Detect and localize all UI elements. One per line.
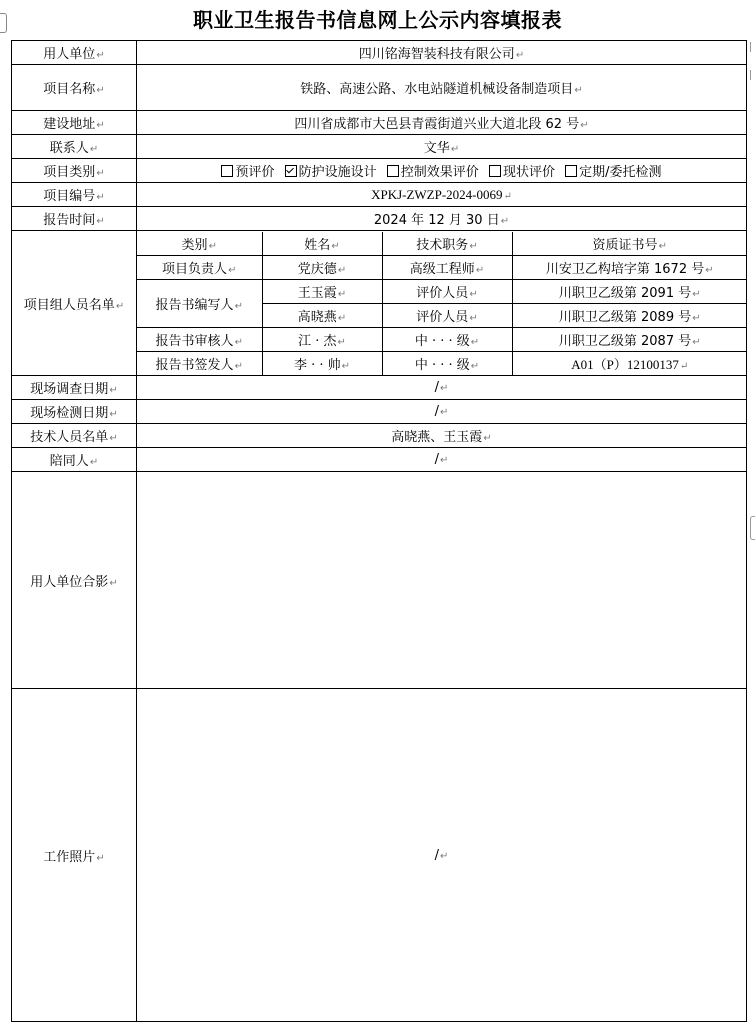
table-row: 报告书签发人↵ 李 · · 帅↵ 中 · · · 级↵ A01（P）12100137↵ bbox=[137, 351, 747, 375]
document-title: 职业卫生报告书信息网上公示内容填报表 bbox=[193, 8, 562, 32]
row-project-no bbox=[12, 183, 747, 207]
escort-value: /↵ bbox=[137, 448, 747, 472]
checkbox-control-effect[interactable] bbox=[387, 165, 399, 177]
member-cert: 川职卫乙级第 2087 号 bbox=[558, 333, 692, 349]
role-writers: 报告书编写人 bbox=[155, 297, 234, 313]
row-work-photo bbox=[12, 689, 747, 1022]
project-no-value: XPKJ-ZWZP-2024-0069↵ bbox=[137, 183, 747, 207]
project-no-label: 项目编号↵ bbox=[12, 183, 137, 207]
row-employer bbox=[12, 41, 747, 65]
group-photo-area bbox=[137, 472, 747, 689]
row-project-name bbox=[12, 65, 747, 111]
option-label: 预评价 bbox=[235, 165, 275, 180]
margin-marker bbox=[750, 516, 755, 540]
member-cert: 川安卫乙构培字第 1672 号 bbox=[545, 261, 705, 277]
member-cert: 川职卫乙级第 2089 号 bbox=[558, 309, 692, 325]
row-group-photo bbox=[12, 472, 747, 689]
row-team bbox=[12, 231, 747, 376]
group-photo-label: 用人单位合影↵ bbox=[12, 472, 137, 689]
header-category: 类别 bbox=[181, 237, 208, 253]
member-title: 中 · · · 级 bbox=[414, 357, 470, 373]
team-label: 项目组人员名单↵ bbox=[12, 231, 137, 376]
employer-value: 四川铭海智装科技有限公司↵ bbox=[137, 41, 747, 65]
option-label: 防护设施设计 bbox=[298, 165, 377, 180]
member-title: 高级工程师 bbox=[409, 261, 475, 277]
address-label: 建设地址↵ bbox=[12, 111, 137, 135]
work-photo-label: 工作照片↵ bbox=[12, 689, 137, 1022]
contact-label: 联系人↵ bbox=[12, 135, 137, 159]
row-escort bbox=[12, 448, 747, 472]
option-label: 控制效果评价 bbox=[400, 165, 479, 180]
technicians-label: 技术人员名单↵ bbox=[12, 424, 137, 448]
team-header-row: 类别↵ 姓名↵ 技术职务↵ 资质证书号↵ bbox=[137, 232, 747, 256]
checkbox-status-evaluation[interactable] bbox=[489, 165, 501, 177]
role-issuer: 报告书签发人 bbox=[155, 357, 234, 373]
employer-label: 用人单位↵ bbox=[12, 41, 137, 65]
header-name: 姓名 bbox=[304, 237, 331, 253]
work-photo-area: /↵ bbox=[137, 689, 747, 1022]
category-label: 项目类别↵ bbox=[12, 159, 137, 183]
category-options bbox=[137, 159, 747, 183]
table-row: 报告书编写人↵ 王玉霞↵ 评价人员↵ 川职卫乙级第 2091 号↵ bbox=[137, 279, 747, 303]
row-survey-date bbox=[12, 376, 747, 400]
member-name: 高晓燕 bbox=[297, 309, 337, 325]
checkbox-periodic-testing[interactable] bbox=[565, 165, 577, 177]
row-test-date bbox=[12, 400, 747, 424]
survey-date-value: /↵ bbox=[137, 376, 747, 400]
option-label: 定期/委托检测 bbox=[579, 165, 662, 180]
test-date-value: /↵ bbox=[137, 400, 747, 424]
team-table bbox=[137, 232, 747, 375]
member-name: 李 · · 帅 bbox=[293, 357, 341, 373]
table-row: 项目负责人↵ 党庆德↵ 高级工程师↵ 川安卫乙构培字第 1672 号↵ bbox=[137, 255, 747, 279]
contact-value: 文华↵ bbox=[137, 135, 747, 159]
row-technicians bbox=[12, 424, 747, 448]
table-row: 报告书审核人↵ 江 · 杰↵ 中 · · · 级↵ 川职卫乙级第 2087 号↵ bbox=[137, 327, 747, 351]
role-leader: 项目负责人 bbox=[162, 261, 228, 277]
margin-marker bbox=[750, 70, 755, 80]
table-row: 高晓燕↵ 评价人员↵ 川职卫乙级第 2089 号↵ bbox=[137, 303, 747, 327]
header-title: 技术职务 bbox=[416, 237, 469, 253]
technicians-value: 高晓燕、王玉霞↵ bbox=[137, 424, 747, 448]
report-date-value: 2024 年 12 月 30 日↵ bbox=[137, 207, 747, 231]
project-name-label: 项目名称↵ bbox=[12, 65, 137, 111]
member-cert: 川职卫乙级第 2091 号 bbox=[558, 285, 692, 301]
address-value: 四川省成都市大邑县青霞街道兴业大道北段 62 号↵ bbox=[137, 111, 747, 135]
member-name: 党庆德 bbox=[297, 261, 337, 277]
row-report-date bbox=[12, 207, 747, 231]
member-title: 中 · · · 级 bbox=[414, 333, 470, 349]
disclosure-form-table bbox=[11, 40, 747, 1022]
survey-date-label: 现场调查日期↵ bbox=[12, 376, 137, 400]
member-title: 评价人员 bbox=[416, 285, 469, 301]
margin-marker bbox=[750, 42, 755, 52]
test-date-label: 现场检测日期↵ bbox=[12, 400, 137, 424]
member-cert: A01（P）12100137 bbox=[571, 356, 679, 372]
role-reviewer: 报告书审核人 bbox=[155, 333, 234, 349]
header-cert: 资质证书号 bbox=[592, 237, 658, 253]
member-name: 王玉霞 bbox=[297, 285, 337, 301]
checkbox-protection-design[interactable] bbox=[285, 165, 297, 177]
row-category bbox=[12, 159, 747, 183]
row-address bbox=[12, 111, 747, 135]
escort-label: 陪同人↵ bbox=[12, 448, 137, 472]
row-contact bbox=[12, 135, 747, 159]
report-date-label: 报告时间↵ bbox=[12, 207, 137, 231]
member-name: 江 · 杰 bbox=[298, 333, 337, 349]
member-title: 评价人员 bbox=[416, 309, 469, 325]
team-cell bbox=[137, 231, 747, 376]
checkbox-pre-evaluation[interactable] bbox=[221, 165, 233, 177]
project-name-value: 铁路、高速公路、水电站隧道机械设备制造项目↵ bbox=[137, 65, 747, 111]
option-label: 现状评价 bbox=[502, 165, 555, 180]
